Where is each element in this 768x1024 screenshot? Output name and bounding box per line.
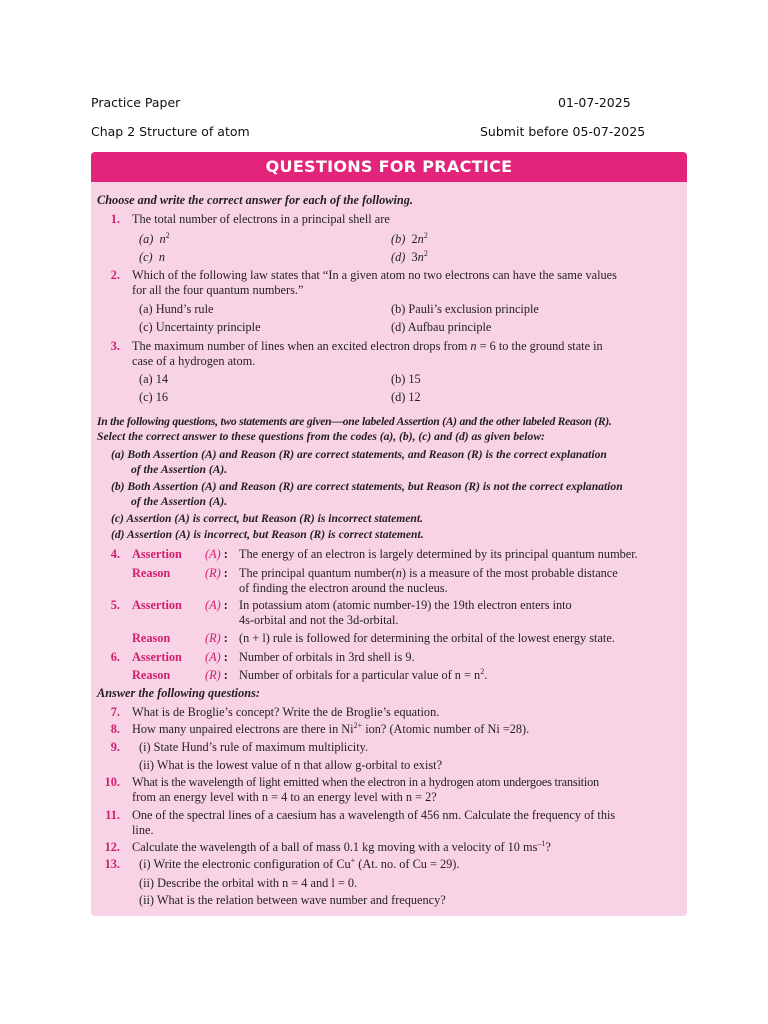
option-d: (d) $3n^2$ (391, 248, 428, 264)
question-number: 12. (104, 840, 120, 854)
question-number: 1. (110, 212, 120, 226)
answer-code: (b) Both Assertion (A) and Reason (R) are correct statements, but Reason (R) is not the correct explanation (111, 480, 623, 493)
mcq-instruction: Choose and write the correct answer for each of the following. (97, 193, 413, 207)
question-number: 3. (110, 339, 120, 353)
question-text: The total number of electrons in a principal shell are (132, 212, 390, 226)
question-text: (i) Write the electronic configuration of Cu+ (At. no. of Cu = 29). (139, 855, 460, 871)
reason-text: (n + l) rule is followed for determining the orbital of the lowest energy state. (239, 631, 615, 645)
question-number: 11. (105, 808, 120, 822)
question-text: (ii) What is the lowest value of n that allow g-orbital to exist? (139, 758, 443, 772)
reason-text: Number of orbitals for a particular value of $n = n^2$. (239, 666, 488, 682)
question-text: (ii) What is the relation between wave number and frequency? (139, 893, 446, 907)
answer-code: of the Assertion (A). (131, 495, 228, 508)
assertion-text: The energy of an electron is largely determined by its principal quantum number. (239, 547, 638, 561)
assertion-label: Assertion (132, 598, 182, 612)
assertion-text: 4s-orbital and not the 3d-orbital. (239, 613, 399, 627)
option-b: (b) $2n^2$ (391, 230, 428, 246)
option-a: (a) Hund’s rule (139, 302, 214, 316)
answer-code: (c) Assertion (A) is correct, but Reason (R) is incorrect statement. (111, 512, 423, 525)
reason-mark: (R) : (205, 631, 228, 645)
option-d: (d) Aufbau principle (391, 320, 492, 334)
assertion-mark: (A) : (205, 598, 228, 612)
assertion-text: In potassium atom (atomic number-19) the 19th electron enters into (239, 598, 572, 612)
assertion-text: Number of orbitals in 3rd shell is 9. (239, 650, 415, 664)
question-text: What is the wavelength of light emitted when the electron in a hydrogen atom undergoes transition (132, 775, 599, 789)
question-number: 6. (110, 650, 120, 664)
chapter-title: Chap 2 Structure of atom (91, 124, 250, 139)
question-text: (ii) Describe the orbital with n = 4 and l = 0. (139, 876, 358, 890)
submission-deadline: Submit before 05-07-2025 (480, 124, 646, 139)
option-d: (d) 12 (391, 390, 421, 404)
option-b: (b) 15 (391, 372, 421, 386)
question-text: (i) State Hund’s rule of maximum multiplicity. (139, 740, 369, 754)
question-text: for all the four quantum numbers.” (132, 283, 304, 297)
assertion-mark: (A) : (205, 547, 228, 561)
question-number: 4. (110, 547, 120, 561)
question-number: 13. (104, 857, 120, 871)
reason-mark: (R) : (205, 566, 228, 580)
paper-date: 01-07-2025 (558, 95, 631, 110)
answer-code: of the Assertion (A). (131, 463, 228, 476)
question-text: One of the spectral lines of a caesium has a wavelength of 456 nm. Calculate the frequency of this (132, 808, 616, 822)
reason-text: The principal quantum number(n) is a measure of the most probable distance (239, 566, 618, 580)
question-number: 7. (110, 705, 120, 719)
option-b: (b) Pauli’s exclusion principle (391, 302, 539, 316)
option-c: (c) Uncertainty principle (139, 320, 261, 334)
paper-title: Practice Paper (91, 95, 181, 110)
question-text: How many unpaired electrons are there in $Ni^{2+}$ ion? (Atomic number of Ni =28). (132, 720, 530, 736)
question-text: What is de Broglie’s concept? Write the de Broglie’s equation. (132, 705, 440, 719)
questions-banner: QUESTIONS FOR PRACTICE (91, 152, 687, 182)
question-number: 10. (104, 775, 120, 789)
question-text: from an energy level with n = 4 to an energy level with n = 2? (132, 790, 437, 804)
option-a: (a) $n^2$ (139, 230, 170, 246)
question-text: line. (132, 823, 154, 837)
answer-code: (a) Both Assertion (A) and Reason (R) are correct statements, and Reason (R) is the correct explanation (111, 448, 607, 461)
assertion-mark: (A) : (205, 650, 228, 664)
question-number: 2. (110, 268, 120, 282)
question-text: case of a hydrogen atom. (132, 354, 256, 368)
reason-text: of finding the electron around the nucleus. (239, 581, 448, 595)
option-a: (a) 14 (139, 372, 169, 386)
assertion-reason-intro: In the following questions, two statements are given—one labeled Assertion (A) and the other labeled Reason (R). (97, 415, 612, 428)
assertion-label: Assertion (132, 547, 182, 561)
question-number: 9. (110, 740, 120, 754)
answer-code: (d) Assertion (A) is incorrect, but Reason (R) is correct statement. (111, 528, 424, 541)
short-answer-instruction: Answer the following questions: (97, 686, 260, 700)
reason-label: Reason (132, 668, 171, 682)
question-text: Which of the following law states that “In a given atom no two electrons can have the same values (132, 268, 617, 282)
question-text: The maximum number of lines when an excited electron drops from n = 6 to the ground state in (132, 339, 603, 353)
reason-label: Reason (132, 566, 171, 580)
option-c: (c) n (139, 250, 165, 264)
assertion-label: Assertion (132, 650, 182, 664)
question-number: 5. (110, 598, 120, 612)
reason-mark: (R) : (205, 668, 228, 682)
question-text: Calculate the wavelength of a ball of mass 0.1 kg moving with a velocity of 10 $ms^{-1}$? (132, 838, 551, 854)
option-c: (c) 16 (139, 390, 169, 404)
question-number: 8. (110, 722, 120, 736)
assertion-reason-intro: Select the correct answer to these questions from the codes (a), (b), (c) and (d) as given below: (97, 430, 545, 443)
reason-label: Reason (132, 631, 171, 645)
